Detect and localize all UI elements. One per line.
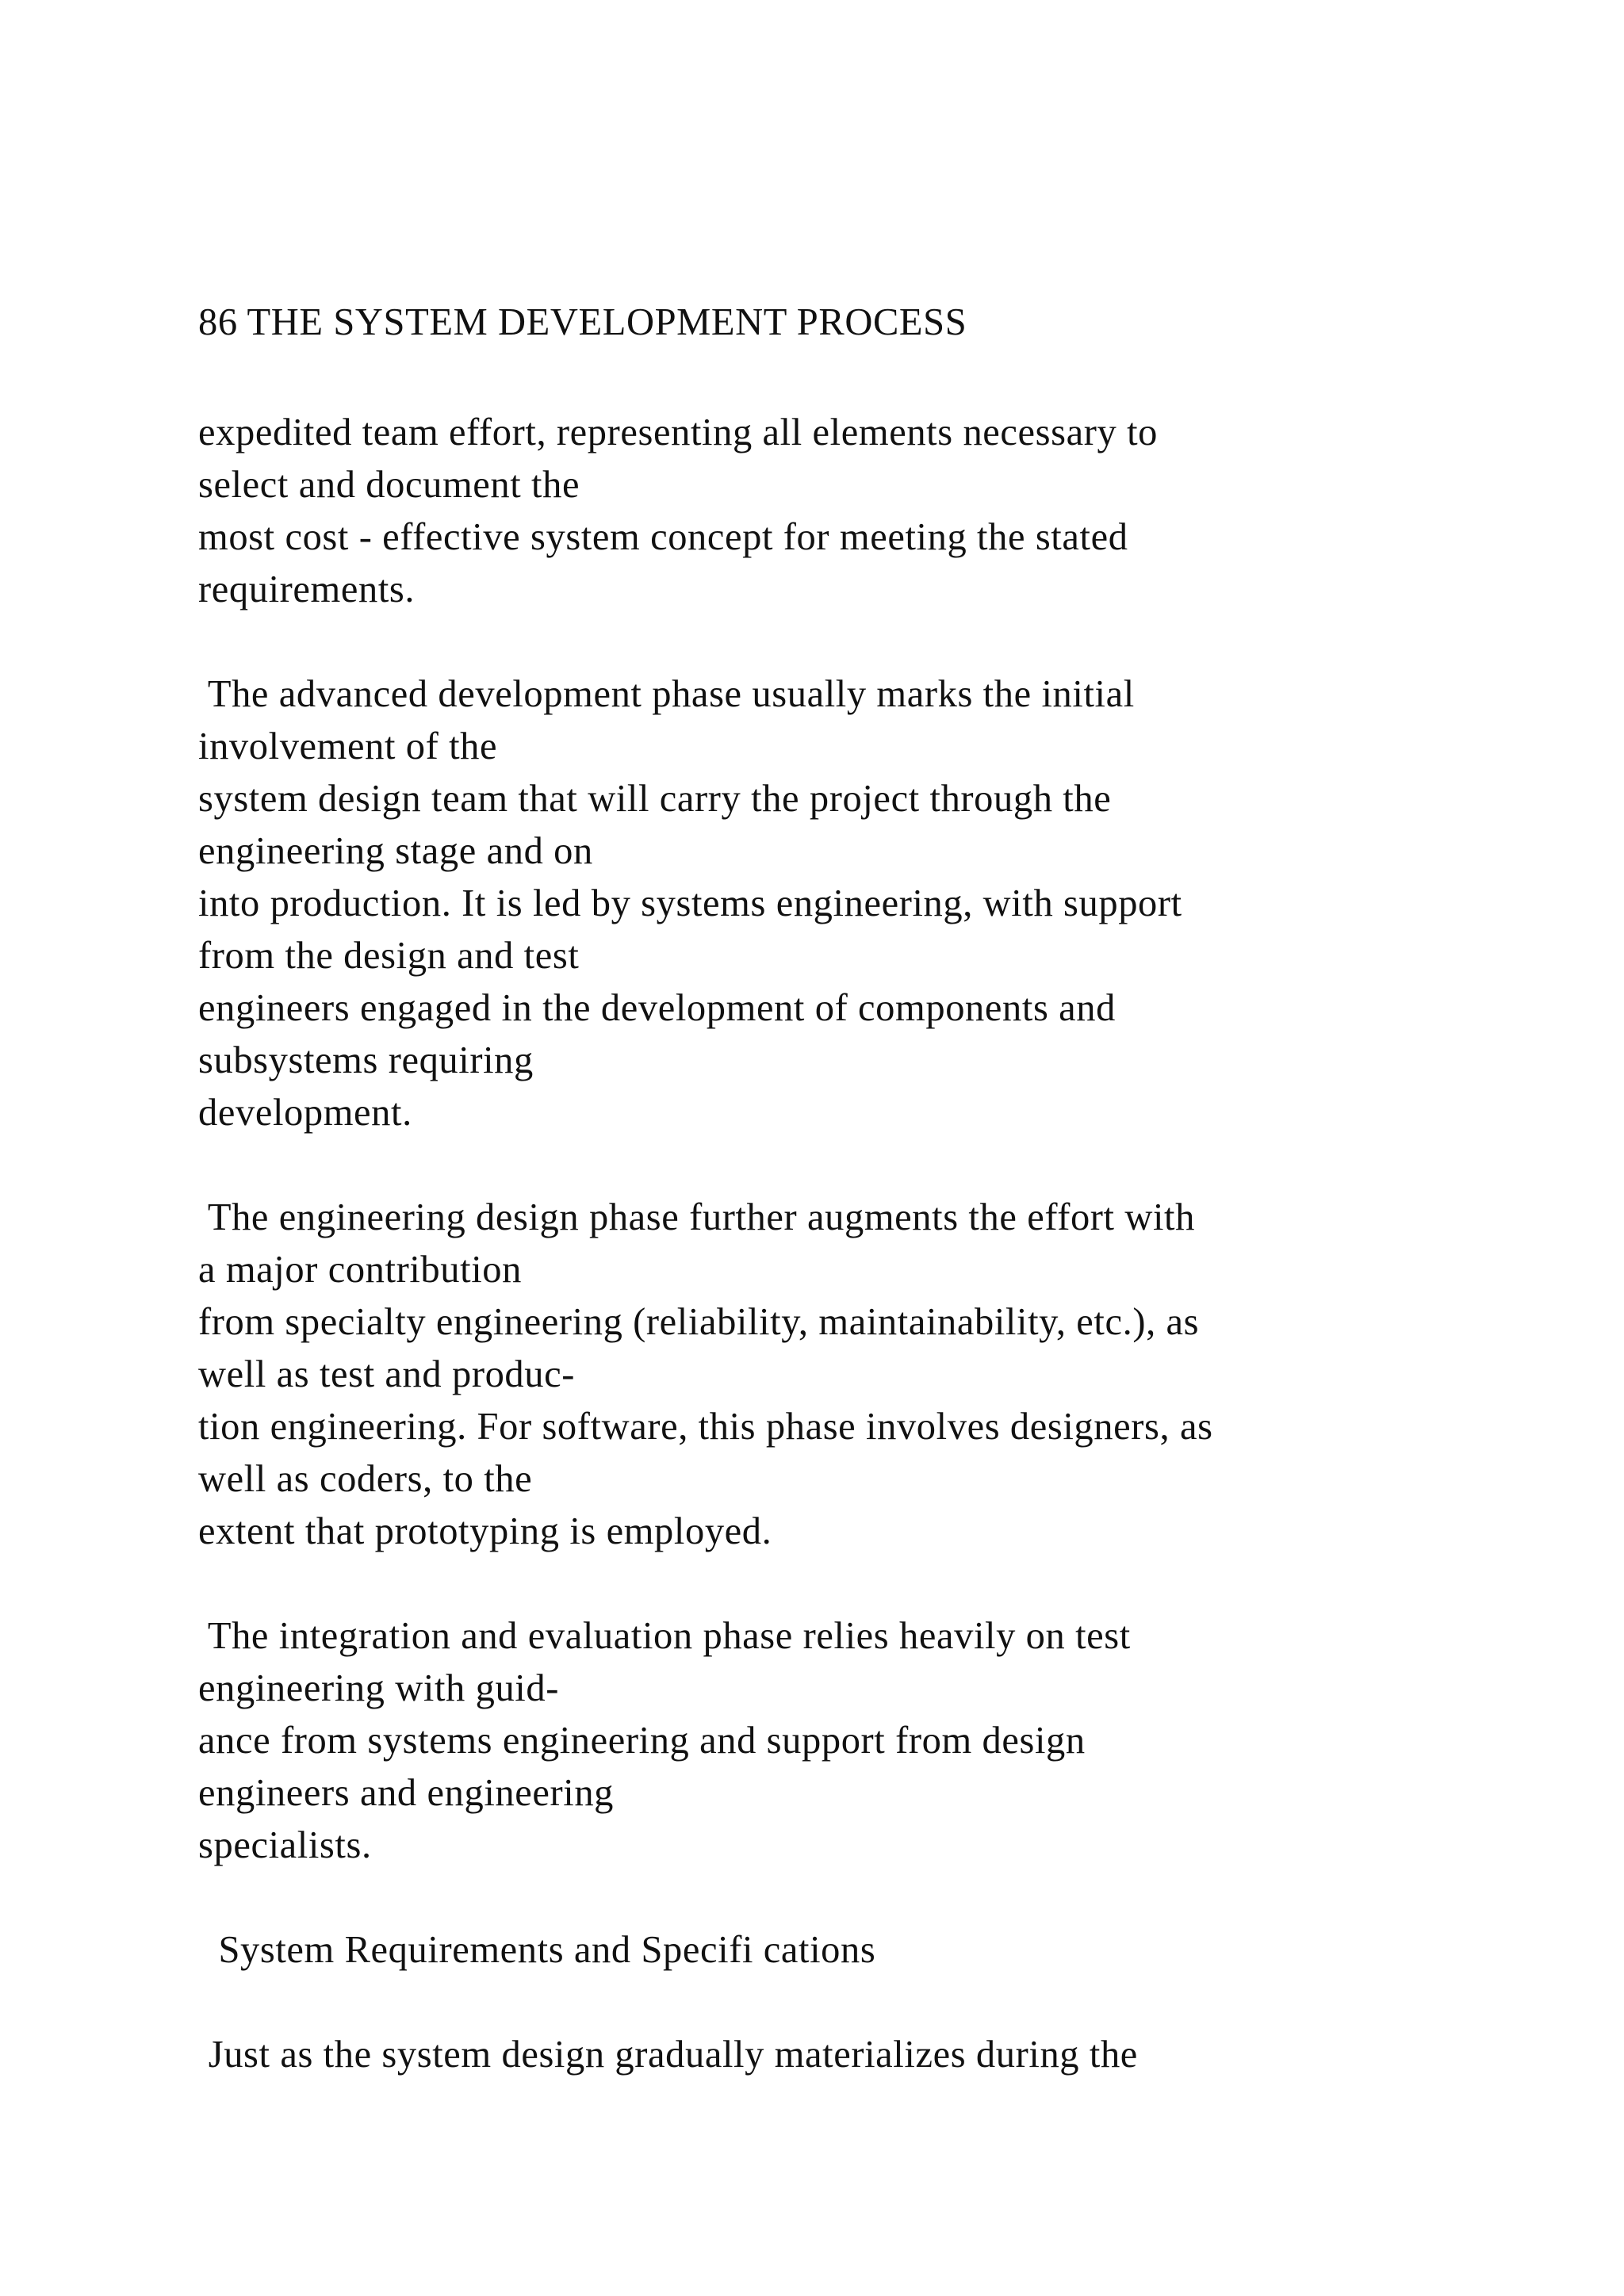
- paragraph-1-line-2: select and document the: [198, 464, 580, 506]
- paragraph-2-line-8: subsystems requiring: [198, 1039, 534, 1081]
- paragraph-4-line-3: ance from systems engineering and support from design: [198, 1720, 1086, 1762]
- paragraph-2-line-4: engineering stage and on: [198, 830, 593, 872]
- paragraph-3-line-3: from specialty engineering (reliability, maintainability, etc.), as: [198, 1301, 1200, 1343]
- paragraph-5-line-1: Just as the system design gradually materializes during the: [198, 2034, 1138, 2076]
- paragraph-3-line-2: a major contribution: [198, 1249, 522, 1291]
- paragraph-3-line-5: tion engineering. For software, this phase involves designers, as: [198, 1406, 1213, 1448]
- paragraph-2-line-5: into production. It is led by systems engineering, with support: [198, 882, 1182, 924]
- paragraph-2-line-7: engineers engaged in the development of components and: [198, 987, 1116, 1029]
- page-header: 86 THE SYSTEM DEVELOPMENT PROCESS: [198, 301, 967, 343]
- paragraph-2-line-1: The advanced development phase usually marks the initial: [198, 673, 1135, 715]
- paragraph-3-line-4: well as test and produc-: [198, 1353, 576, 1395]
- section-heading: System Requirements and Specifi cations: [198, 1929, 876, 1971]
- paragraph-1-line-4: requirements.: [198, 568, 416, 610]
- paragraph-2-line-9: development.: [198, 1092, 412, 1134]
- paragraph-2-line-2: involvement of the: [198, 725, 498, 767]
- paragraph-3-line-7: extent that prototyping is employed.: [198, 1510, 772, 1552]
- paragraph-4-line-4: engineers and engineering: [198, 1772, 615, 1814]
- paragraph-1-line-1: expedited team effort, representing all elements necessary to: [198, 411, 1159, 453]
- paragraph-4-line-5: specialists.: [198, 1824, 372, 1866]
- paragraph-4-line-2: engineering with guid-: [198, 1667, 559, 1709]
- paragraph-4-line-1: The integration and evaluation phase relies heavily on test: [198, 1615, 1131, 1657]
- paragraph-1-line-3: most cost - effective system concept for meeting the stated: [198, 516, 1128, 558]
- paragraph-3-line-1: The engineering design phase further augments the effort with: [198, 1196, 1195, 1238]
- paragraph-2-line-3: system design team that will carry the project through the: [198, 778, 1112, 820]
- paragraph-3-line-6: well as coders, to the: [198, 1458, 533, 1500]
- paragraph-2-line-6: from the design and test: [198, 935, 580, 977]
